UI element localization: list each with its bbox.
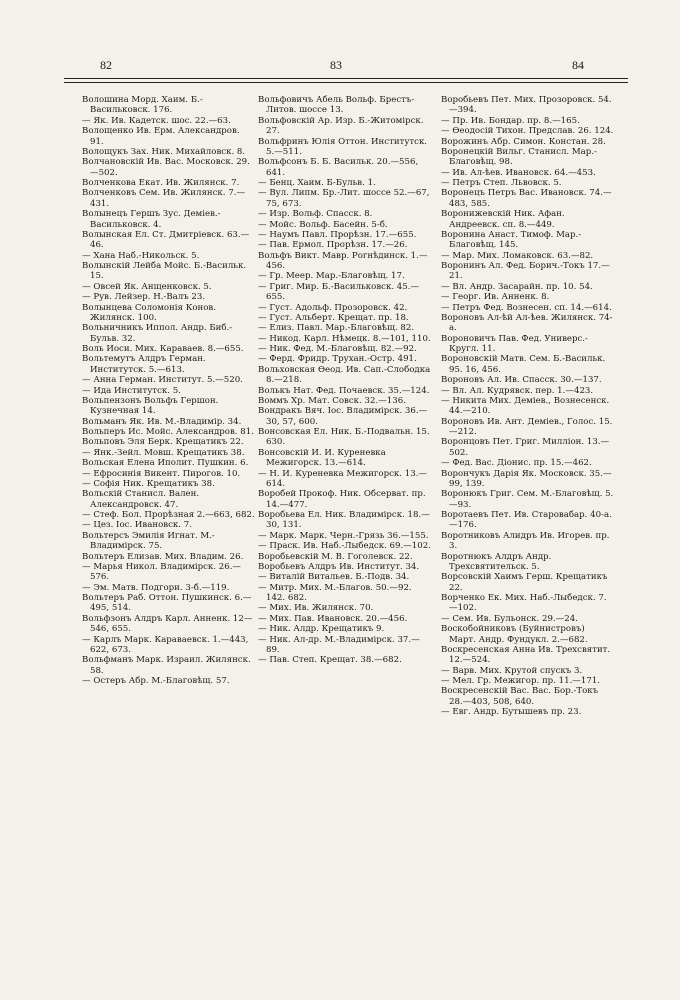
directory-entry: Воронина Анаст. Тимоф. Мар.-Благовѣщ. 145. xyxy=(441,229,582,251)
directory-entry: — Петръ Фед. Вознесен. сп. 14.—614. xyxy=(441,302,612,313)
directory-entry: Волынская Ел. Ст. Дмитріевск. 63.—46. xyxy=(82,229,250,251)
directory-entry: — Ѳеодосій Тихон. Предслав. 26. 124. xyxy=(441,126,614,137)
directory-entry: — Пав. Степ. Крещат. 38.—682. xyxy=(258,655,402,666)
directory-entry: Волынцева Соломонія Конов. Жилянск. 100. xyxy=(82,302,216,323)
header-rule xyxy=(64,78,628,79)
directory-entry: Воронцовъ Пет. Григ. Милліон. 13.—502. xyxy=(441,437,610,458)
directory-entry: — Эм. Матв. Подгори. 3-б.—119. xyxy=(82,582,230,593)
column-2 xyxy=(258,95,431,995)
directory-entry: — Мих. Пав. Ивановск. 20.—456. xyxy=(258,613,408,624)
directory-entry: Ворожинъ Абр. Симон. Констан. 28. xyxy=(441,136,606,147)
directory-entry: — Вл. Ал. Кудрявск. пер. 1.—423. xyxy=(441,385,594,396)
directory-entry: — Гр. Меер. Мар.-Благовѣщ. 17. xyxy=(258,271,405,282)
directory-entry: — Митр. Мих. М.-Благов. 50.—92. 142. 682. xyxy=(258,582,412,603)
directory-entry: Вольфсонъ Б. Б. Васильк. 20.—556, 641. xyxy=(258,157,419,178)
directory-entry: — Виталій Витальев. Б.-Подв. 34. xyxy=(258,572,410,583)
directory-entry: Вольская Елена Иполит. Пушкин. 6. xyxy=(82,458,249,469)
directory-entry: — Овсей Як. Анщенковск. 5. xyxy=(82,281,212,292)
directory-entry: — Варв. Мих. Крутой спускъ 3. xyxy=(441,665,583,676)
directory-entry: — Цез. Іос. Ивановск. 7. xyxy=(82,520,192,531)
directory-entry: Вороновъ Ал. Ив. Спасск. 30.—137. xyxy=(441,375,602,386)
directory-entry: Волошина Морд. Хаим. Б.-Васильковск. 176. xyxy=(82,95,203,116)
header-rule-thin xyxy=(64,82,628,83)
directory-entry: — Пав. Ермол. Прорѣзн. 17.—26. xyxy=(258,240,408,251)
directory-entry: Воронюкъ Григ. Сем. М.-Благовѣщ. 5.—93. xyxy=(441,489,614,510)
directory-entry: — Наумъ Павл. Прорѣзн. 17.—655. xyxy=(258,229,417,240)
directory-entry: — Мих. Ив. Жилянск. 70. xyxy=(258,603,374,614)
directory-entry: Волощукъ Зах. Ник. Михайловск. 8. xyxy=(82,146,246,157)
directory-entry: — Изр. Вольф. Спасск. 8. xyxy=(258,209,373,220)
directory-entry: Волченкова Екат. Ив. Жилянск. 7. xyxy=(82,178,240,188)
directory-entry: Воробьевскій М. В. Гоголевск. 22. xyxy=(258,551,413,562)
directory-entry: — Мар. Мих. Ломаковск. 63.—82. xyxy=(441,250,594,261)
directory-entry: — Вл. Андр. Засарайн. пр. 10. 54. xyxy=(441,281,593,292)
directory-entry: Вольфзонъ Алдръ Карл. Анненк. 12—546, 655. xyxy=(82,613,253,635)
directory-entry: — Марья Никол. Владимірск. 26.—576. xyxy=(82,561,242,583)
directory-entry: Волынецъ Гершъ Зус. Деміев.-Васильковск. 4. xyxy=(82,209,221,230)
directory-entry: Воммъ Хр. Мат. Совск. 32.—136. xyxy=(258,395,406,406)
directory-entry: — Ив. Ал-ѣев. Ивановск. 64.—453. xyxy=(441,167,596,178)
directory-entry: — Ник. Алдр. Крещатикъ 9. xyxy=(258,624,385,635)
directory-entry: Воробьевъ Алдръ Ив. Институт. 34. xyxy=(258,561,420,572)
directory-entry: — Ефросинія Викент. Пирогов. 10. xyxy=(82,468,241,479)
directory-entry: Вольфовичъ Абель Вольф. Брестъ-Литов. шоссе 13. xyxy=(258,95,415,116)
page-number-left: 82 xyxy=(100,58,112,72)
directory-entry: Воробьевъ Пет. Мих. Прозоровск. 54.—394. xyxy=(441,95,612,116)
directory-entry: Воскресенская Анна Ив. Трехсвятит. 12.—524. xyxy=(441,644,611,666)
directory-entry: Вольтерсъ Эмилія Игнат. М.-Владимірск. 75. xyxy=(82,530,215,552)
directory-entry: — Евг. Андр. Бутышевъ пр. 23. xyxy=(441,707,582,718)
directory-entry: Воробьева Ел. Ник. Владимірск. 18.—30, 131. xyxy=(258,510,430,531)
directory-entry: Вольповъ Эля Берк. Крещатикъ 22. xyxy=(82,437,244,448)
directory-entry: Вольфъ Викт. Мавр. Рогнѣдинск. 1.—456. xyxy=(258,250,428,271)
directory-entry: Ворончукъ Дарія Як. Московск. 35.—99, 139. xyxy=(441,468,612,489)
directory-entry: — Анна Герман. Институт. 5.—520. xyxy=(82,375,243,386)
directory-entry: — Рув. Лейзер. Н.-Валъ 23. xyxy=(82,292,206,303)
directory-entry: Вольперъ Ис. Мойс. Александров. 81. xyxy=(82,427,254,437)
directory-entry: Вольфовскій Ар. Изр. Б.-Житомірск. 27. xyxy=(258,115,424,137)
directory-entry: — Густ. Адольф. Прозоровск. 42. xyxy=(258,302,408,313)
page-number-right: 84 xyxy=(572,58,584,72)
directory-entry: Воротниковъ Алидръ Ив. Игорев. пр. 3. xyxy=(441,530,610,552)
directory-entry: Волчановскій Ив. Вас. Московск. 29.—502. xyxy=(82,157,250,178)
directory-entry: Вольтеръ Елизав. Мих. Владим. 26. xyxy=(82,551,244,562)
directory-entry: Воль Иоси. Мих. Караваев. 8.—655. xyxy=(82,344,244,354)
directory-entry: — Пр. Ив. Бондар. пр. 8.—165. xyxy=(441,115,580,126)
directory-entry: Вонсовская Ел. Ник. Б.-Подвальн. 15. 630. xyxy=(258,427,430,448)
directory-entry: — Сем. Ив. Бульонск. 29.—24. xyxy=(441,613,578,624)
directory-entry: Вольфманъ Марк. Израил. Жилянск. 58. xyxy=(82,655,251,676)
directory-entry: Воронинъ Ал. Фед. Борич.-Токъ 17.—21. xyxy=(441,261,610,282)
column-1 xyxy=(82,95,255,995)
directory-entry: Вольховская Ѳеод. Ив. Сап.-Слободка 8.—218. xyxy=(258,364,431,386)
directory-entry: Вонсовскій И. И. Куреневка Межигорск. 13.—614. xyxy=(258,447,386,469)
directory-entry: Ворсовскій Хаимъ Герш. Крещатикъ 22. xyxy=(441,572,608,593)
directory-entry: Волченковъ Сем. Ив. Жилянск. 7.—431. xyxy=(82,188,246,209)
directory-entry: — Никита Мих. Деміев., Вознесенск. 44.—210. xyxy=(441,395,610,417)
directory-entry: Вондракъ Вяч. Іос. Владимірск. 36.—30, 57, 600. xyxy=(258,406,428,427)
directory-entry: — Петръ Степ. Львовск. 5. xyxy=(441,178,562,188)
directory-entry: Волощенко Ив. Ерм. Александров. 91. xyxy=(82,126,240,147)
directory-entry: — Никод. Карл. Нѣмецк. 8.—101, 110. xyxy=(258,333,431,344)
directory-entry: Вольскій Станисл. Вален. Александровск. 47. xyxy=(82,489,200,510)
directory-entry: — Н. И. Куреневка Межигорск. 13.—614. xyxy=(258,468,428,489)
directory-entry: — Праск. Ив. Наб.-Лыбедск. 69.—102. xyxy=(258,541,431,552)
directory-entry: — Остеръ Абр. М.-Благовѣщ. 57. xyxy=(82,676,230,686)
directory-entry: — Ник. Ал-др. М.-Владимірск. 37.—89. xyxy=(258,634,420,655)
directory-entry: Волькъ Нат. Фед. Почаевск. 35.—124. xyxy=(258,385,430,396)
directory-entry: — Ферд. Фридр. Трухан.-Остр. 491. xyxy=(258,354,417,365)
directory-entry: Воротнюкъ Алдръ Андр. Трехсвятительск. 5. xyxy=(441,551,552,572)
directory-entry: — Георг. Ив. Анненк. 8. xyxy=(441,292,550,303)
directory-entry: Вольфринъ Юлія Оттон. Институтск. 5.—511. xyxy=(258,136,428,157)
directory-entry: Вольтемутъ Алдръ Герман. Институтск. 5.—613. xyxy=(82,354,206,375)
directory-entry: Воронецкій Вильг. Станисл. Мар.-Благовѣщ. 98. xyxy=(441,146,597,168)
directory-entry: — Мойс. Вольф. Басейн. 5-б. xyxy=(258,219,388,230)
directory-entry: Воробей Прокоф. Ник. Обсерват. пр. 14.—477. xyxy=(258,489,426,510)
directory-entry: Вороновскій Матв. Сем. Б.-Васильк. 95. 16, 456. xyxy=(441,354,606,375)
directory-entry: — Карлъ Марк. Караваевск. 1.—443, 622, 673. xyxy=(82,634,249,655)
directory-entry: Вольманъ Як. Ив. М.-Владимір. 34. xyxy=(82,416,242,427)
directory-entry: Вольничникъ Иппол. Андр. Биб.-Бульв. 32. xyxy=(82,323,233,344)
column-3 xyxy=(441,95,614,995)
page-number-center: 83 xyxy=(330,58,342,72)
directory-entry: Воронижевскій Ник. Афан. Андреевск. сп. 8.—449. xyxy=(441,209,565,230)
directory-entry: — Густ. Альберт. Крещат. пр. 18. xyxy=(258,312,409,323)
directory-entry: — Елиз. Павл. Мар.-Благовѣщ. 82. xyxy=(258,323,415,334)
directory-entry: — Ида Институтск. 5. xyxy=(82,385,181,396)
directory-entry: Вороновъ Ив. Ант. Деміев., Голос. 15.—212. xyxy=(441,416,613,437)
directory-entry: Вороновичъ Пав. Фед. Универс.-Кругл. 11. xyxy=(441,333,588,354)
directory-entry: — Хана Наб.-Никольск. 5. xyxy=(82,250,200,261)
directory-entry: — Вул. Липм. Бр.-Лит. шоссе 52.—67, 75, 673. xyxy=(258,188,430,209)
directory-entry: Воротаевъ Пет. Ив. Старовабар. 40-а.—176. xyxy=(441,510,612,531)
directory-entry: — Ник. Фед. М.-Благовѣщ. 82.—92. xyxy=(258,344,417,354)
directory-entry: — Марк. Марк. Черн.-Грязь 36.—155. xyxy=(258,530,429,541)
directory-entry: Воронецъ Петръ Вас. Ивановск. 74.—483, 585. xyxy=(441,188,612,209)
directory-entry: Воскресенскій Вас. Вас. Бор.-Токъ 28.—403, 508, 640. xyxy=(441,686,599,707)
directory-entry: — Мел. Гр. Межигор. пр. 11.—171. xyxy=(441,676,601,686)
directory-entry: — Бенц. Хаим. Б-Бульв. 1. xyxy=(258,178,376,188)
directory-entry: — Як. Ив. Кадетск. шос. 22.—63. xyxy=(82,115,231,126)
directory-entry: Волынскій Лейба Мойс. Б.-Васильк. 15. xyxy=(82,261,247,282)
directory-entry: Вороновъ Ал-ѣй Ал-ѣев. Жилянск. 74-а. xyxy=(441,312,613,334)
directory-entry: — Григ. Мир. Б.-Васильковск. 45.—655. xyxy=(258,281,420,303)
directory-entry: Вольтеръ Раб. Оттон. Пушкинск. 6.—495, 514. xyxy=(82,593,252,614)
directory-entry: — Софія Ник. Крещатикъ 38. xyxy=(82,478,215,489)
directory-entry: Воскобойниковъ (Буйнистровъ) Март. Андр. Фундукл. 2.—682. xyxy=(441,624,588,645)
directory-entry: Ворченко Ек. Мих. Наб.-Лыбедск. 7.—102. xyxy=(441,593,607,614)
directory-entry: — Фед. Вас. Діонис. пр. 15.—462. xyxy=(441,458,592,469)
directory-entry: — Янк.-Зейл. Мовш. Крещатикъ 38. xyxy=(82,447,245,458)
directory-entry: — Стеф. Бол. Прорѣзная 2.—663, 682. xyxy=(82,510,255,520)
directory-entry: Вольпензонъ Вольфъ Гершон. Кузнечная 14. xyxy=(82,395,219,417)
